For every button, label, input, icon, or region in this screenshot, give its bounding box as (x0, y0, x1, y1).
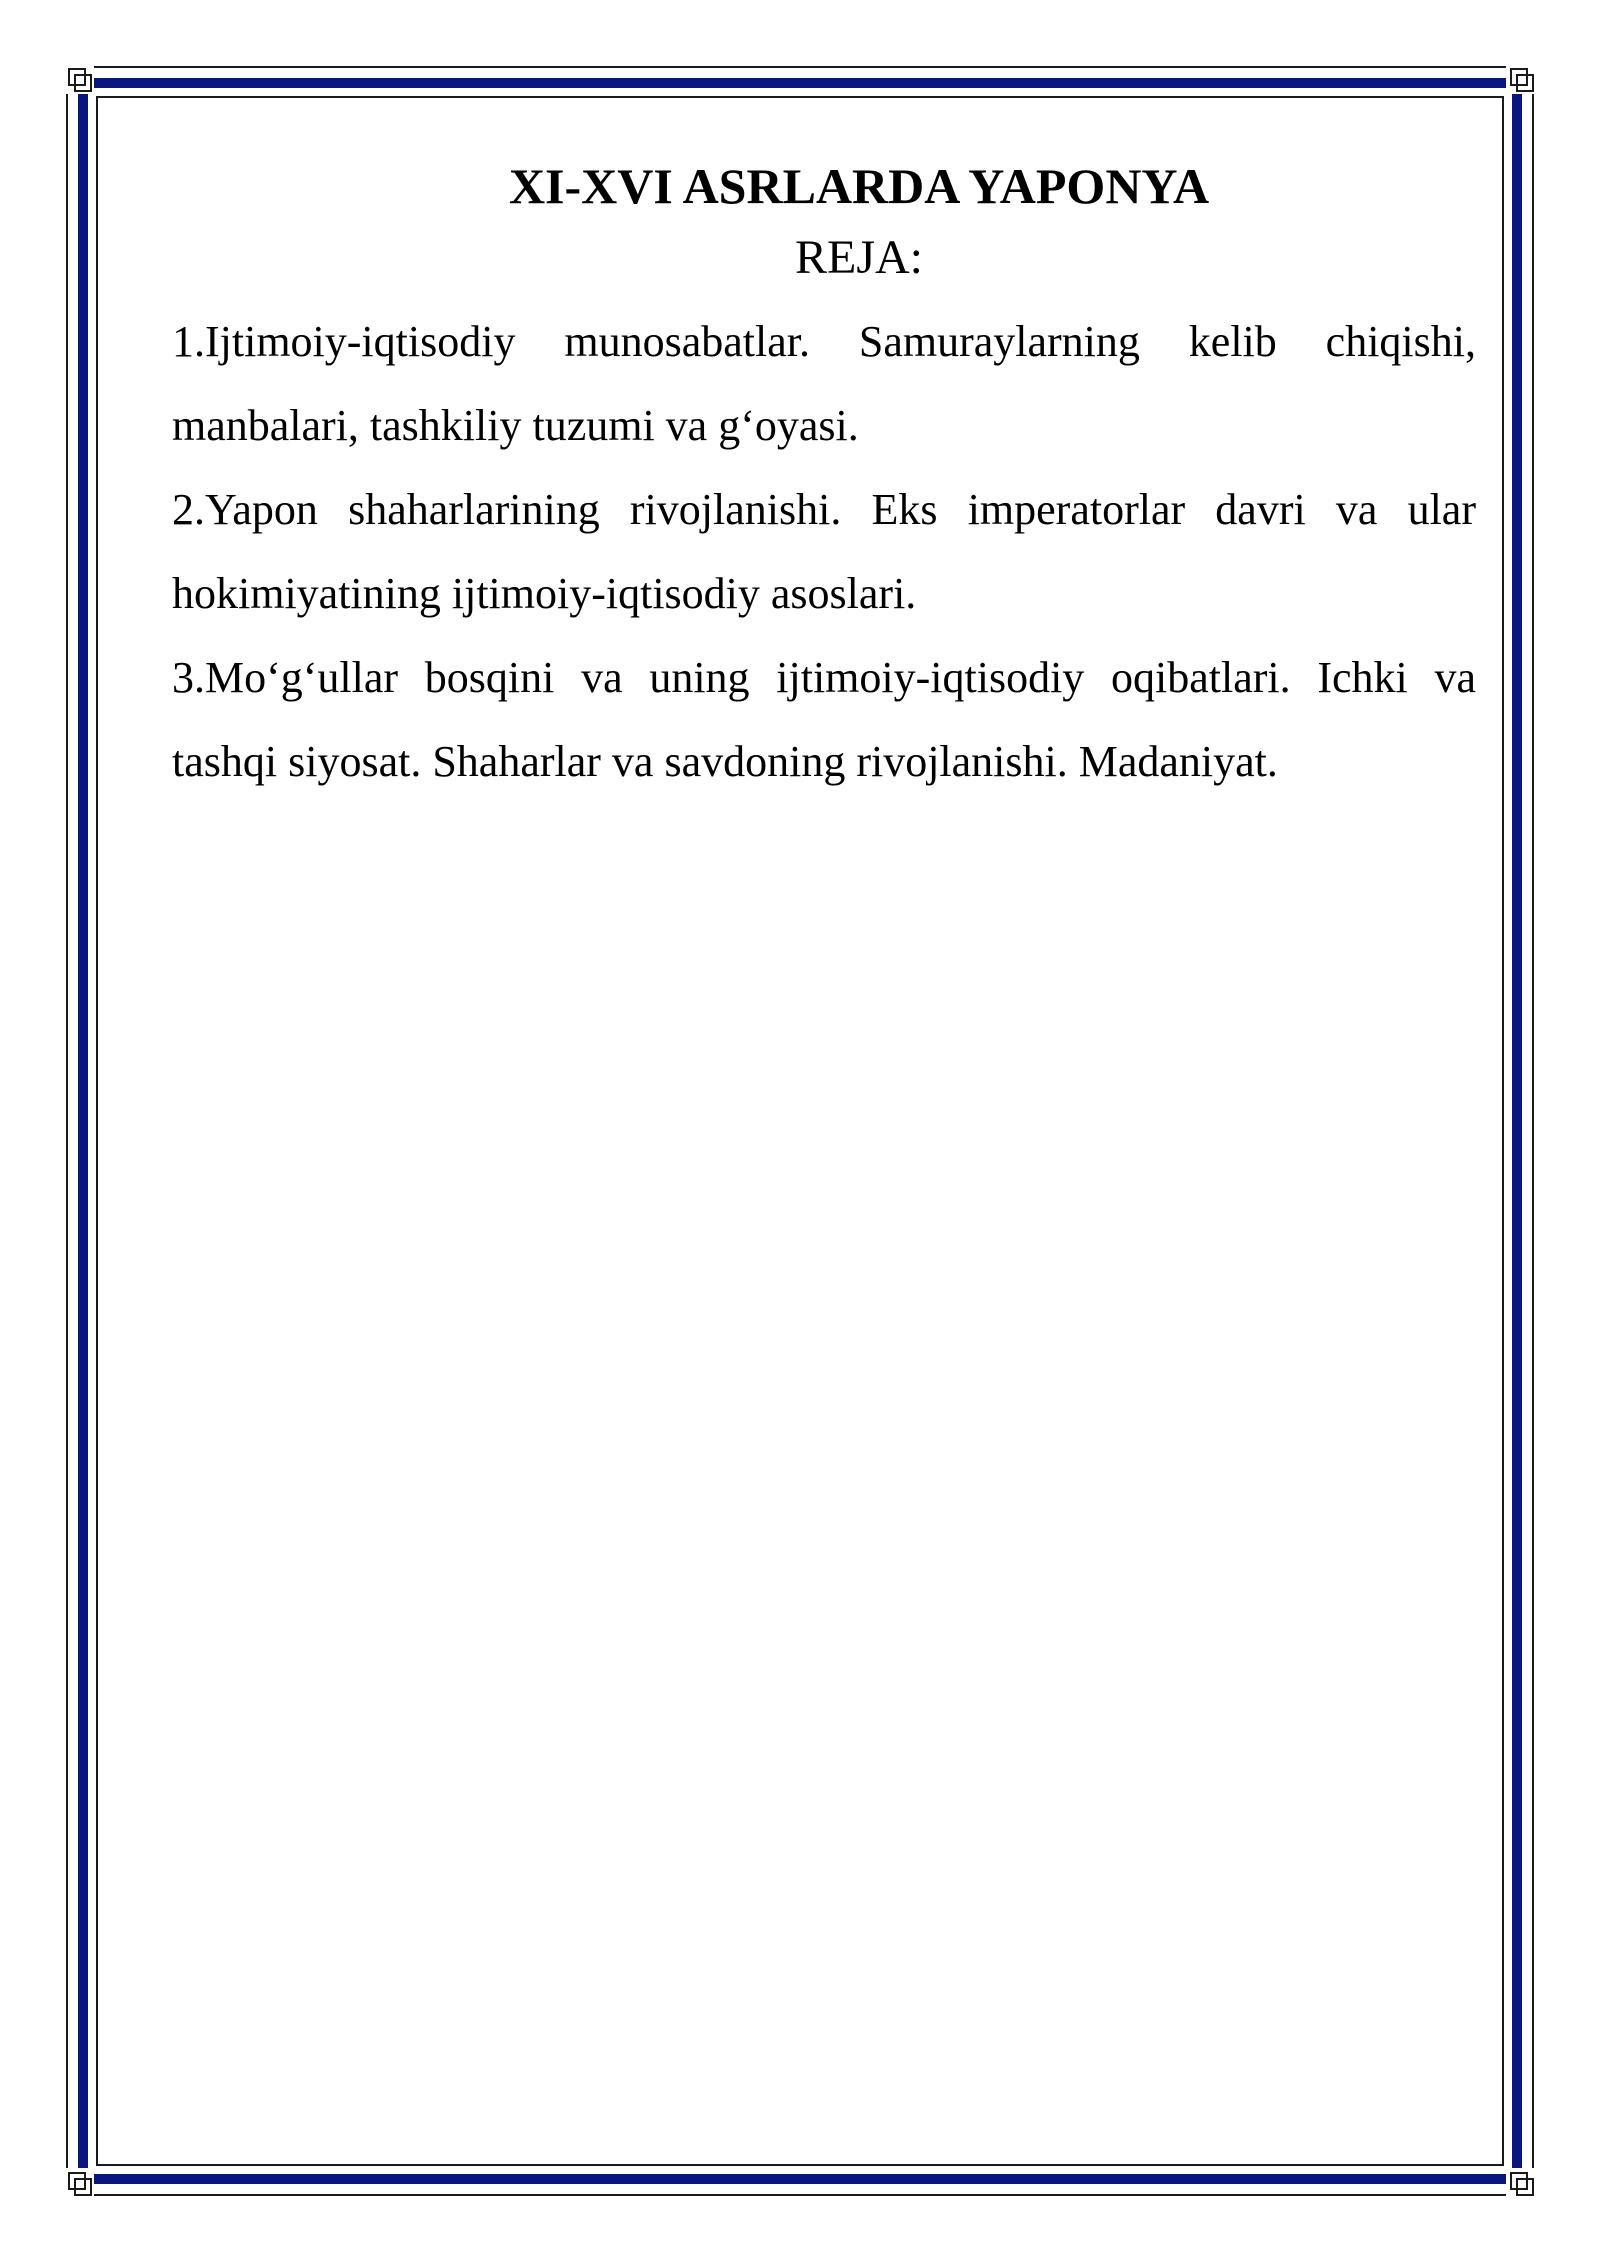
document-content (172, 150, 1476, 804)
document-title: XI-XVI ASRLARDA YAPONYA (508, 158, 1210, 214)
corner-ornament-bottom-left (64, 2168, 94, 2198)
plan-heading: REJA: (794, 231, 923, 284)
corner-ornament-top-right (1506, 64, 1536, 94)
corner-ornament-top-left (64, 64, 94, 94)
plan-item-1: 1.Ijtimoiy-iqtisodiy munosabatlar. Samuraylarning kelib chiqishi, manbalari, tashkiliy tuzumi va g‘oyasi. (172, 317, 1476, 450)
corner-ornament-bottom-right (1506, 2168, 1536, 2198)
plan-item-2: 2.Yapon shaharlarining rivojlanishi. Eks imperatorlar davri va ular hokimiyatining ijtimoiy-iqtisodiy asoslari. (172, 485, 1476, 618)
plan-item-3: 3.Mo‘g‘ullar bosqini va uning ijtimoiy-iqtisodiy oqibatlari. Ichki va tashqi siyosat. Shaharlar va savdoning rivojlanishi. Madaniyat. (172, 653, 1476, 786)
